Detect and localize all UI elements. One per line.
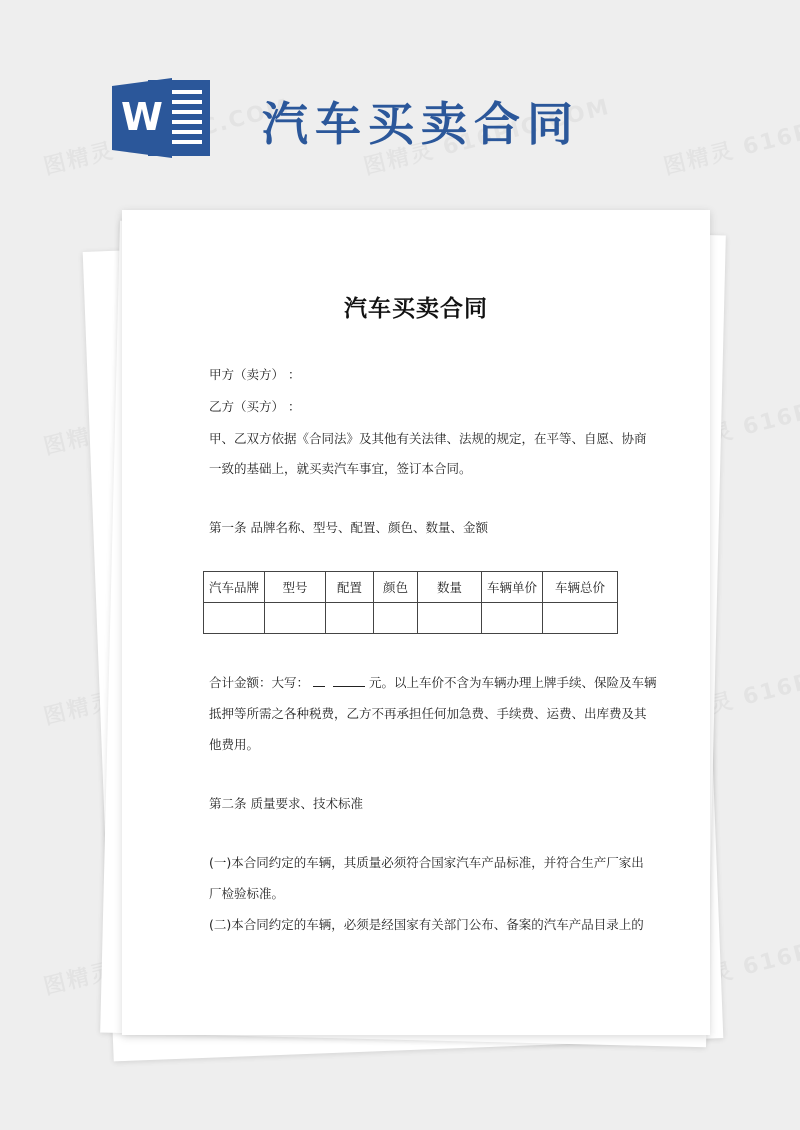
header-title: 汽车买卖合同 xyxy=(262,97,580,151)
party-b-line: 乙方（买方） ： xyxy=(209,399,301,414)
word-icon xyxy=(112,78,212,158)
clause-line: (二)本合同约定的车辆，必须是经国家有关部门公布、备案的汽车产品目录上的 xyxy=(209,917,644,932)
table-header-row xyxy=(204,572,618,603)
intro-line: 一致的基础上，就买卖汽车事宜，签订本合同。 xyxy=(209,461,472,476)
table-row xyxy=(204,603,618,634)
table-header-cell: 型号 xyxy=(265,572,326,603)
table-header-cell: 车辆总价 xyxy=(543,572,618,603)
watermark xyxy=(660,90,800,181)
document-page xyxy=(122,210,710,1035)
table-cell xyxy=(326,603,374,634)
table-cell xyxy=(418,603,482,634)
table-header-cell: 车辆单价 xyxy=(482,572,543,603)
article-2-heading: 第二条 质量要求、技术标准 xyxy=(209,796,363,811)
total-amount-prefix: 合计金额：大写： xyxy=(209,675,310,690)
table-cell xyxy=(374,603,418,634)
total-amount-line: 抵押等所需之各种税费，乙方不再承担任何加急费、手续费、运费、出库费及其 xyxy=(209,706,647,721)
article-1-heading: 第一条 品牌名称、型号、配置、颜色、数量、金额 xyxy=(209,520,488,535)
table-cell xyxy=(265,603,326,634)
party-a-line: 甲方（卖方） ： xyxy=(209,367,301,382)
amount-blank xyxy=(333,674,365,687)
table-header-cell: 颜色 xyxy=(374,572,418,603)
table-cell xyxy=(543,603,618,634)
total-amount-suffix: 元。以上车价不含为车辆办理上牌手续、保险及车辆 xyxy=(368,675,657,690)
table-cell xyxy=(204,603,265,634)
table-header-cell: 配置 xyxy=(326,572,374,603)
total-amount-line xyxy=(209,673,656,691)
clause-line: (一)本合同约定的车辆，其质量必须符合国家汽车产品标准，并符合生产厂家出 xyxy=(209,855,644,870)
table-header-cell: 汽车品牌 xyxy=(204,572,265,603)
word-icon-letter: W xyxy=(121,95,163,139)
clause-line: 厂检验标准。 xyxy=(209,886,285,901)
vehicle-table xyxy=(203,571,618,634)
total-amount-line: 他费用。 xyxy=(209,737,260,752)
intro-line: 甲、乙双方依据《合同法》及其他有关法律、法规的规定，在平等、自愿、协商 xyxy=(209,431,647,446)
table-cell xyxy=(482,603,543,634)
table-header-cell: 数量 xyxy=(418,572,482,603)
document-title: 汽车买卖合同 xyxy=(344,296,488,322)
amount-blank xyxy=(313,674,325,687)
